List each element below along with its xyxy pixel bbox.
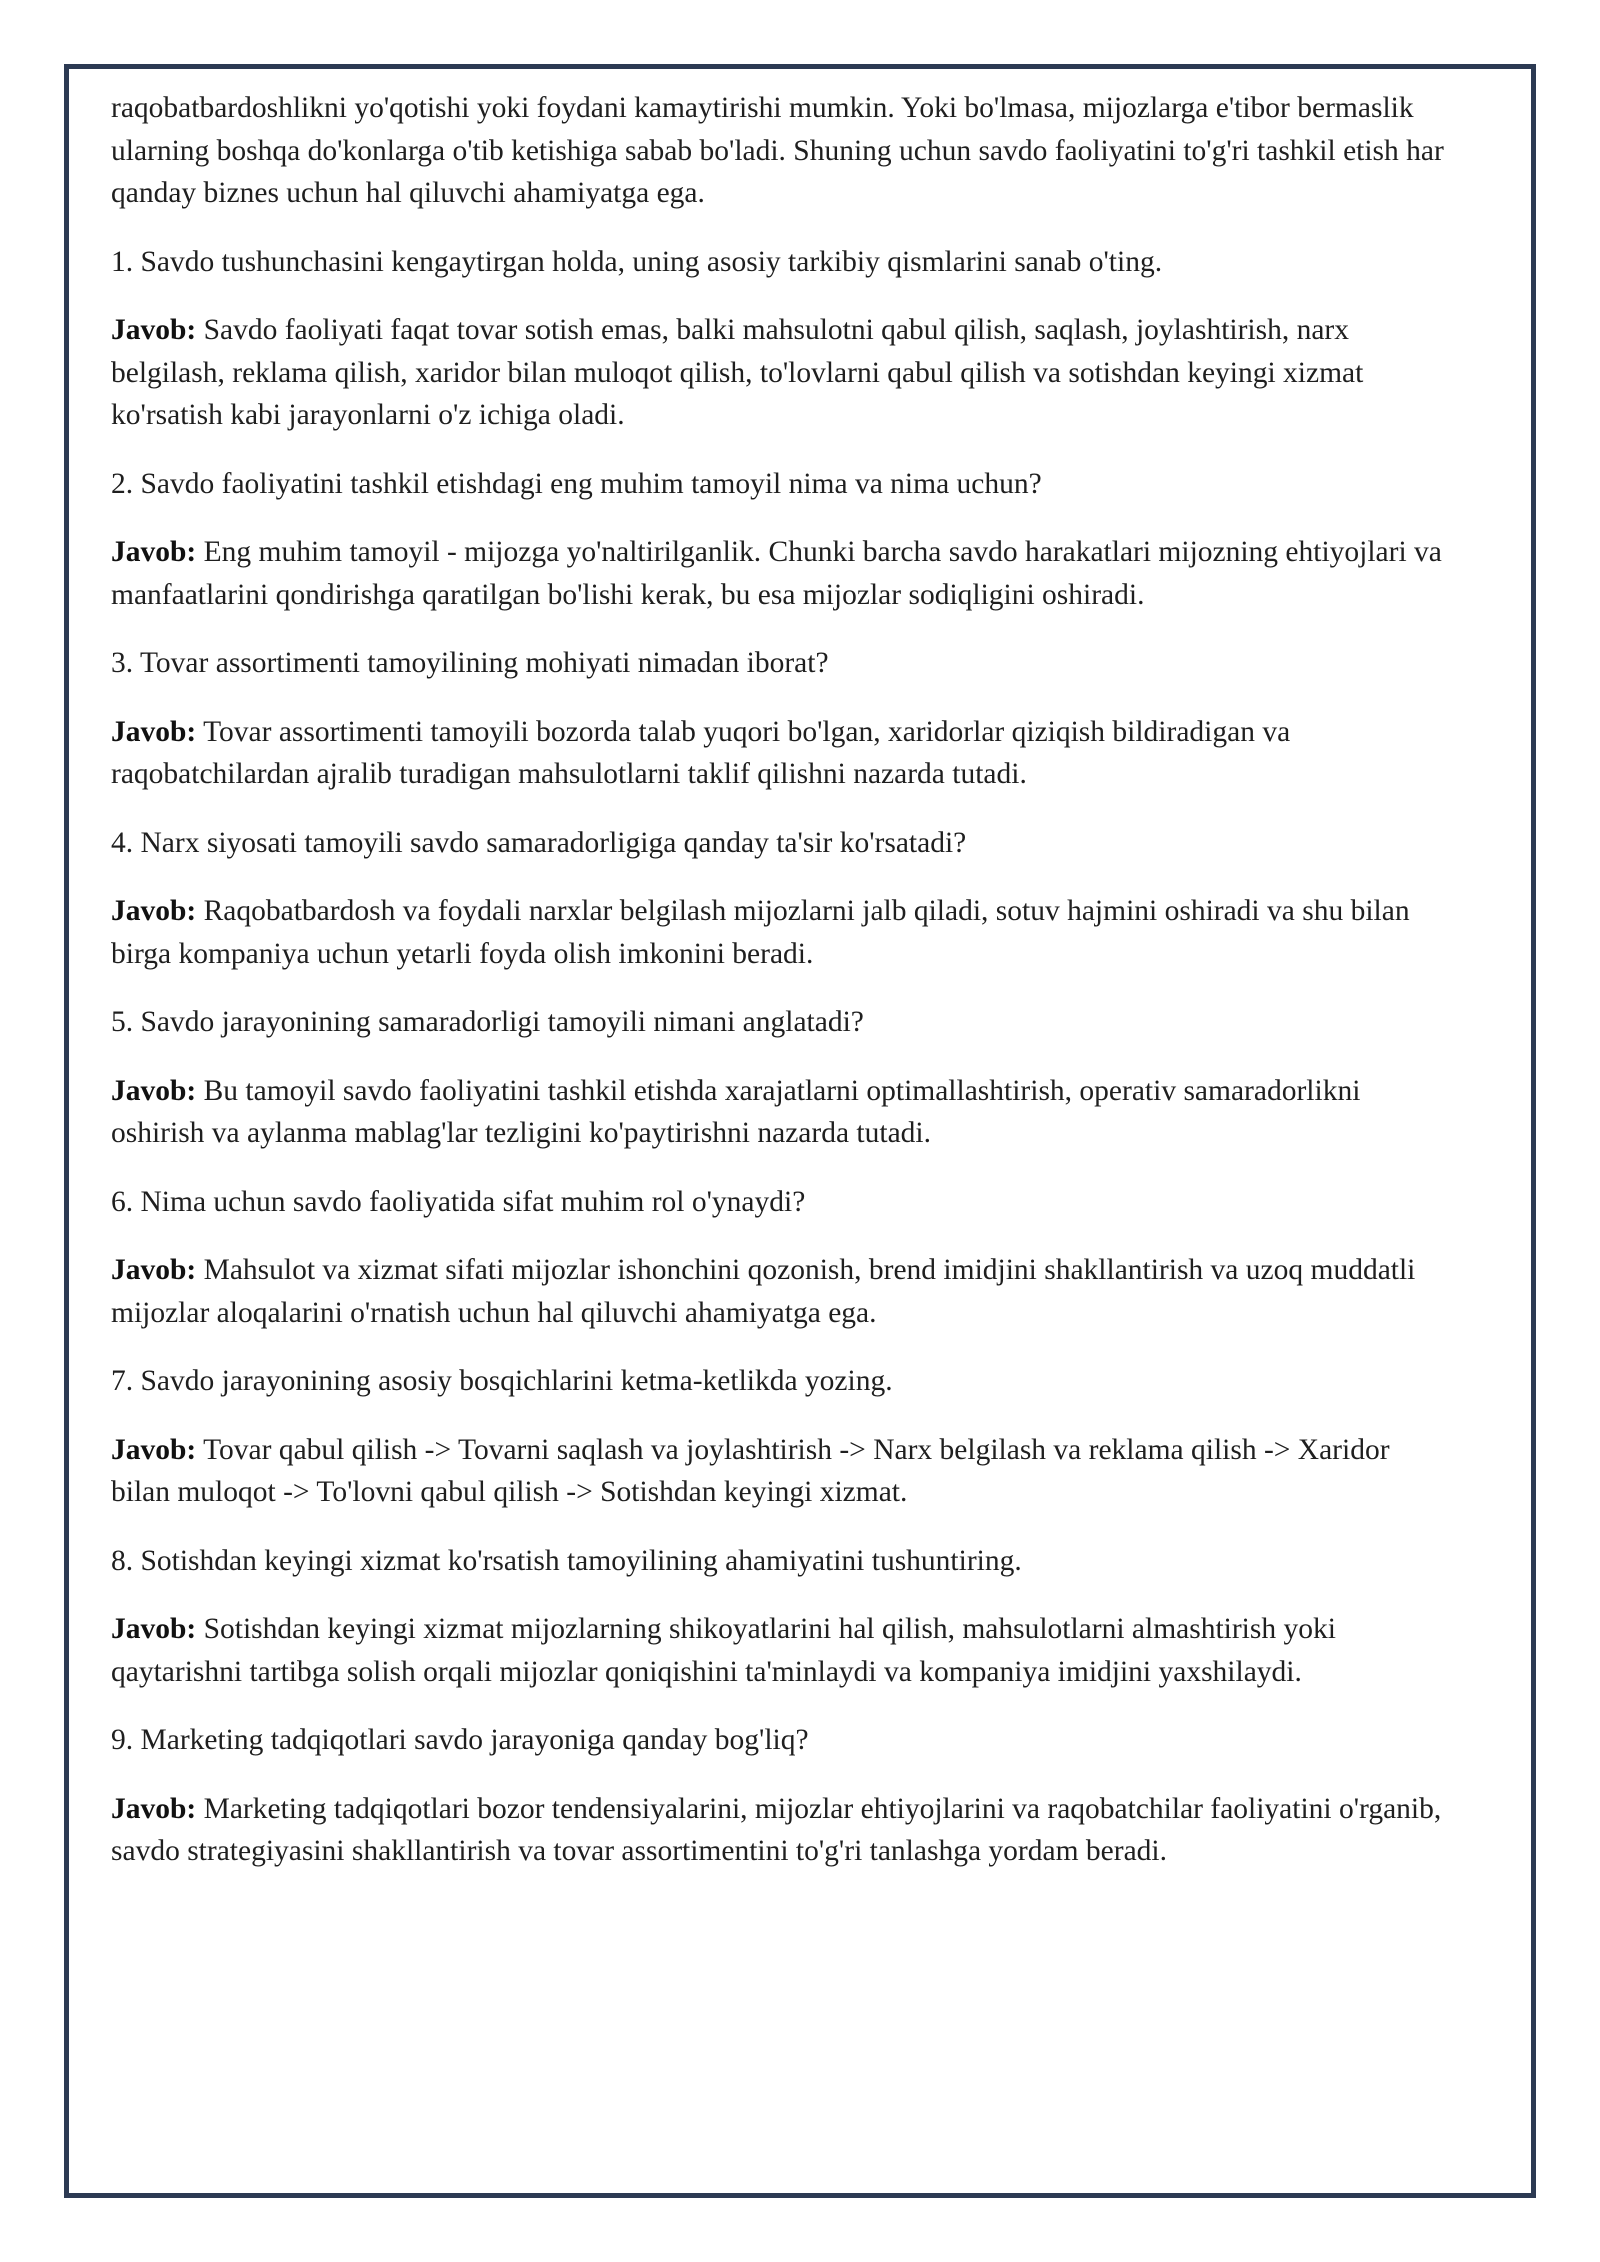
question-3: 3. Tovar assortimenti tamoyilining mohiyati nimadan iborat? bbox=[111, 647, 829, 679]
answer-label: Javob: bbox=[111, 1613, 197, 1645]
answer-text: Tovar assortimenti tamoyili bozorda talab yuqori bo'lgan, xaridorlar qiziqish bildiradigan va raqobatchilardan ajralib turadigan mahsulotlarni taklif qilishni nazarda tutadi. bbox=[111, 715, 1291, 790]
answer-label: Javob: bbox=[111, 536, 197, 568]
answer-5 bbox=[111, 1070, 1446, 1155]
answer-8 bbox=[111, 1608, 1446, 1693]
question-8: 8. Sotishdan keyingi xizmat ko'rsatish tamoyilining ahamiyatini tushuntiring. bbox=[111, 1544, 1022, 1577]
answer-9 bbox=[111, 1788, 1446, 1873]
answer-label: Javob: bbox=[111, 1433, 197, 1466]
answer-2 bbox=[111, 531, 1446, 616]
question-4: 4. Narx siyosati tamoyili savdo samaradorligiga qanday ta'sir ko'rsatadi? bbox=[111, 826, 967, 859]
answer-3 bbox=[111, 711, 1446, 796]
question-1: 1. Savdo tushunchasini kengaytirgan holda, uning asosiy tarkibiy qismlarini sanab o'ting. bbox=[111, 245, 1163, 278]
answer-label: Javob: bbox=[111, 1074, 197, 1107]
intro-paragraph: raqobatbardoshlikni yo'qotishi yoki foydani kamaytirishi mumkin. Yoki bo'lmasa, mijozlarga e'tibor bermaslik ularning boshqa do'konlarga o'tib ketishiga sabab bo'ladi. Shuning uchun savdo faoliyatini to'g'ri tashkil etish har qanday biznes uchun hal qiluvchi ahamiyatga ega. bbox=[111, 92, 1444, 209]
answer-label: Javob: bbox=[111, 1792, 197, 1825]
question-7: 7. Savdo jarayonining asosiy bosqichlarini ketma-ketlikda yozing. bbox=[111, 1365, 893, 1397]
question-2: 2. Savdo faoliyatini tashkil etishdagi eng muhim tamoyil nima va nima uchun? bbox=[111, 467, 1042, 500]
answer-text: Marketing tadqiqotlari bozor tendensiyalarini, mijozlar ehtiyojlarini va raqobatchilar faoliyatini o'rganib, savdo strategiyasini shakllantirish va tovar assortimentini to'g'ri tanlashga yordam beradi. bbox=[111, 1792, 1442, 1867]
answer-label: Javob: bbox=[111, 895, 197, 927]
answer-text: Eng muhim tamoyil - mijozga yo'naltirilganlik. Chunki barcha savdo harakatlari mijozning ehtiyojlari va manfaatlarini qondirishga qaratilgan bo'lishi kerak, bu esa mijozlar sodiqligini oshiradi. bbox=[111, 536, 1442, 611]
answer-text: Sotishdan keyingi xizmat mijozlarning shikoyatlarini hal qilish, mahsulotlarni almashtirish yoki qaytarishni tartibga solish orqali mijozlar qoniqishini ta'minlaydi va kompaniya imidjini yaxshilaydi. bbox=[111, 1613, 1336, 1688]
answer-text: Savdo faoliyati faqat tovar sotish emas, balki mahsulotni qabul qilish, saqlash, joylashtirish, narx belgilash, reklama qilish, xaridor bilan muloqot qilish, to'lovlarni qabul qilish va sotishdan keyingi xizmat ko'rsatish kabi jarayonlarni o'z ichiga oladi. bbox=[111, 314, 1364, 431]
answer-label: Javob: bbox=[111, 715, 197, 748]
question-9: 9. Marketing tadqiqotlari savdo jarayoniga qanday bog'liq? bbox=[111, 1724, 809, 1756]
qa-list bbox=[111, 241, 1446, 1873]
answer-text: Tovar qabul qilish -> Tovarni saqlash va joylashtirish -> Narx belgilash va reklama qilish -> Xaridor bilan muloqot -> To'lovni qabul qilish -> Sotishdan keyingi xizmat. bbox=[111, 1433, 1390, 1508]
question-6: 6. Nima uchun savdo faoliyatida sifat muhim rol o'ynaydi? bbox=[111, 1185, 806, 1218]
question-5: 5. Savdo jarayonining samaradorligi tamoyili nimani anglatadi? bbox=[111, 1006, 864, 1038]
answer-text: Raqobatbardosh va foydali narxlar belgilash mijozlarni jalb qiladi, sotuv hajmini oshiradi va shu bilan birga kompaniya uchun yetarli foyda olish imkonini beradi. bbox=[111, 895, 1410, 970]
answer-4 bbox=[111, 890, 1446, 975]
answer-7 bbox=[111, 1429, 1446, 1514]
answer-6 bbox=[111, 1249, 1446, 1334]
document-body bbox=[111, 87, 1446, 1899]
answer-label: Javob: bbox=[111, 1254, 197, 1286]
answer-1 bbox=[111, 309, 1446, 437]
answer-text: Mahsulot va xizmat sifati mijozlar ishonchini qozonish, brend imidjini shakllantirish va uzoq muddatli mijozlar aloqalarini o'rnatish uchun hal qiluvchi ahamiyatga ega. bbox=[111, 1254, 1416, 1329]
answer-text: Bu tamoyil savdo faoliyatini tashkil etishda xarajatlarni optimallashtirish, operativ samaradorlikni oshirish va aylanma mablag'lar tezligini ko'paytirishni nazarda tutadi. bbox=[111, 1074, 1361, 1149]
answer-label: Javob: bbox=[111, 314, 197, 346]
